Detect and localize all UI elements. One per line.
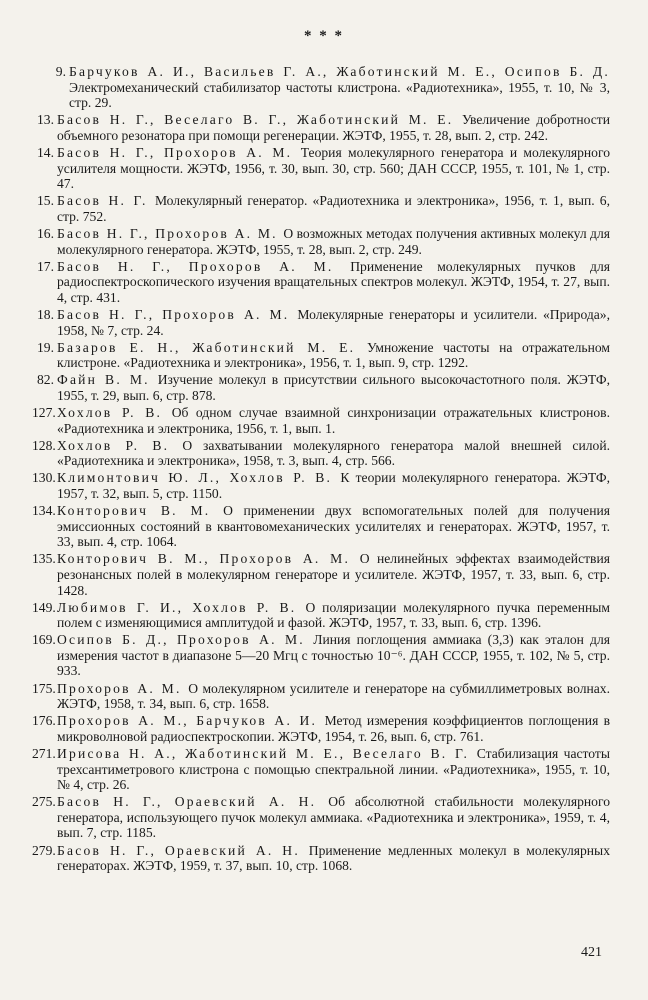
reference-entry [37, 339, 610, 371]
reference-body [57, 226, 610, 257]
reference-number: 134. [32, 503, 56, 519]
asterism-text: * * * [304, 28, 344, 44]
reference-body [57, 470, 610, 501]
reference-text: Электромеханический стабилизатор частоты клистрона. «Радиотехника», 1955, т. 10, № 3, стр. 29. [69, 79, 610, 111]
reference-body [57, 794, 610, 841]
reference-text: Линия поглощения аммиака (3,3) как эталон для измерения частот в диапазоне 5—20 Мгц с точностью 10⁻⁶. ДАН СССР, 1955, т. 102, № 5, стр. 933. [57, 632, 610, 679]
reference-body [57, 405, 610, 436]
reference-authors: Барчуков А. И., Васильев Г. А., Жаботинский М. Е., Осипов Б. Д. [69, 64, 610, 79]
reference-number: 14. [37, 144, 54, 160]
reference-body [57, 340, 610, 371]
reference-text: О поляризации молекулярного пучка переменным полем с изменяющимися амплитудой и фазой. ЖЭТФ, 1957, т. 33, вып. 6, стр. 1396. [57, 599, 610, 631]
reference-body [57, 259, 610, 306]
reference-text: О нелинейных эффектах взаимодействия резонансных полей в молекулярном генераторе и усилителе. ЖЭТФ, 1957, т. 33, вып. 6, стр. 1428. [57, 551, 610, 598]
reference-authors: Базаров Е. Н., Жаботинский М. Е. [57, 339, 367, 355]
reference-body [57, 503, 610, 550]
reference-number: 130. [32, 470, 56, 486]
reference-authors: Басов Н. Г., Прохоров А. М. [57, 306, 298, 322]
reference-authors: Осипов Б. Д., Прохоров А. М. [57, 632, 314, 648]
reference-authors: Ирисова Н. А., Жаботинский М. Е., Веселаго В. Г. [57, 745, 477, 761]
reference-number: 169. [32, 632, 56, 648]
reference-number: 279. [32, 842, 56, 858]
reference-body [57, 713, 610, 744]
reference-text: О молекулярном усилителе и генераторе на субмиллиметровых волнах. ЖЭТФ, 1958, т. 34, вып. 6, стр. 1658. [57, 680, 610, 712]
reference-authors: Конторович В. М., Прохоров А. М. [57, 551, 360, 567]
reference-number: 135. [32, 551, 56, 567]
reference-authors: Басов Н. Г., Ораевский А. Н. [57, 794, 329, 810]
reference-number: 275. [32, 794, 56, 810]
reference-number: 9. [55, 64, 66, 79]
reference-body [57, 632, 610, 679]
page-number: 421 [581, 945, 602, 960]
reference-entry [37, 372, 610, 403]
reference-text: Изучение молекул в присутствии сильного высокочастотного поля. ЖЭТФ, 1955, т. 29, вып. 6, стр. 878. [57, 372, 610, 403]
reference-number: 271. [32, 745, 56, 761]
reference-text: О захватывании молекулярного генератора малой внешней силой. «Радиотехника и электроника», 1958, т. 3, вып. 4, стр. 566. [57, 437, 610, 469]
reference-number: 19. [37, 339, 54, 355]
reference-text: Увеличение добротности объемного резонатора при помощи регенерации. ЖЭТФ, 1955, т. 28, вып. 2, стр. 242. [57, 112, 610, 143]
reference-entry [37, 144, 611, 192]
reference-body [57, 843, 610, 874]
reference-number: 17. [37, 258, 54, 274]
reference-entry [32, 745, 610, 793]
reference-entry [32, 503, 610, 550]
reference-entry [32, 404, 610, 436]
reference-text: Об абсолютной стабильности молекулярного генератора, использующего пучок молекул аммиака. «Радиотехника и электроника», 1959, т. 4, вып. 7, стр. 1185. [57, 794, 610, 841]
reference-authors: Хохлов Р. В. [57, 437, 183, 453]
reference-body [57, 438, 610, 469]
reference-text: Молекулярный генератор. «Радиотехника и электроника», 1956, т. 1, вып. 6, стр. 752. [57, 193, 611, 224]
reference-entry [32, 842, 610, 874]
reference-number: 127. [32, 404, 56, 420]
reference-authors: Конторович В. М. [57, 503, 224, 519]
reference-list [32, 64, 611, 875]
reference-text: Применение медленных молекул в молекулярных генераторах. ЖЭТФ, 1959, т. 37, вып. 10, стр. 1068. [57, 842, 610, 874]
reference-number: 18. [37, 306, 54, 322]
reference-text: О возможных методах получения активных молекул для молекулярного генератора. ЖЭТФ, 1955, т. 28, вып. 2, стр. 249. [57, 225, 611, 257]
reference-text: Умножение частоты на отражательном клистроне. «Радиотехника и электроника», 1956, т. 1, вып. 9, стр. 1292. [57, 339, 610, 371]
reference-body [57, 746, 610, 793]
reference-body [57, 551, 610, 598]
reference-number: 15. [37, 193, 54, 209]
reference-text: Теория молекулярного генератора и молекулярного усилителя мощности. ЖЭТФ, 1956, т. 30, вып. 30, стр. 560; ДАН СССР, 1955, т. 101, № 1, стр. 47. [57, 144, 611, 192]
reference-authors: Файн В. М. [57, 372, 158, 388]
reference-authors: Прохоров А. М. [57, 680, 189, 696]
reference-body [57, 307, 610, 338]
reference-body [57, 681, 610, 712]
reference-text: Об одном случае взаимной синхронизации отражательных клистронов. «Радиотехника и электроника, 1956, т. 1, вып. 1. [57, 404, 610, 436]
reference-authors: Любимов Г. И., Хохлов Р. В. [57, 599, 306, 615]
reference-entry [37, 258, 610, 306]
reference-body [57, 193, 610, 224]
reference-entry [37, 225, 611, 257]
reference-entry [32, 599, 610, 631]
reference-number: 128. [32, 437, 56, 453]
reference-authors: Климонтович Ю. Л., Хохлов Р. В. [57, 470, 341, 486]
reference-entry [37, 112, 610, 143]
reference-entry [32, 470, 610, 501]
reference-text: Молекулярные генераторы и усилители. «Природа», 1958, № 7, стр. 24. [57, 306, 610, 338]
reference-entry [32, 551, 610, 598]
reference-authors: Басов Н. Г., Ораевский А. Н. [57, 842, 309, 858]
reference-authors: Басов Н. Г., Прохоров А. М. [57, 258, 351, 274]
reference-entry [37, 193, 611, 224]
reference-body [69, 64, 610, 111]
reference-number: 13. [37, 112, 54, 128]
reference-body [57, 112, 610, 143]
reference-body [57, 145, 610, 192]
reference-number: 175. [32, 680, 56, 696]
reference-entry [32, 632, 610, 679]
reference-number: 149. [32, 599, 56, 615]
reference-entry [37, 306, 610, 338]
reference-entry [32, 680, 610, 712]
reference-authors: Басов Н. Г., Веселаго В. Г., Жаботинский М. Е. [57, 112, 462, 128]
reference-text: Применение молекулярных пучков для радиоспектроскопического изучения вращательных спектров молекул. ЖЭТФ, 1954, т. 27, вып. 4, стр. 431. [57, 258, 610, 305]
reference-text: К теории молекулярного генератора. ЖЭТФ, 1957, т. 32, вып. 5, стр. 1150. [57, 470, 610, 501]
reference-text: Стабилизация частоты трехсантиметрового клистрона с помощью спектральной линии. «Радиотехника», 1955, т. 10, № 4, стр. 26. [57, 745, 610, 793]
reference-body [57, 372, 610, 403]
reference-authors: Басов Н. Г. [57, 193, 155, 209]
reference-authors: Прохоров А. М., Барчуков А. И. [57, 713, 325, 729]
reference-entry [32, 794, 610, 841]
reference-entry [54, 64, 610, 111]
reference-text: О применении двух вспомогательных полей для получения эмиссионных состояний в квантовомеханических усилителях и генераторах. ЖЭТФ, 1957, т. 33, вып. 4, стр. 1064. [57, 503, 610, 550]
reference-body [57, 600, 610, 631]
reference-number: 176. [32, 713, 56, 729]
reference-entry [32, 437, 610, 469]
reference-authors: Хохлов Р. В. [57, 404, 172, 420]
reference-authors: Басов Н. Г., Прохоров А. М. [57, 225, 284, 241]
reference-number: 82. [37, 372, 54, 388]
reference-authors: Басов Н. Г., Прохоров А. М. [57, 144, 301, 160]
reference-text: Метод измерения коэффициентов поглощения в микроволновой радиоспектроскопии. ЖЭТФ, 1954, т. 26, вып. 6, стр. 761. [57, 713, 611, 744]
asterism-divider [0, 30, 648, 42]
reference-number: 16. [37, 225, 54, 241]
reference-entry [32, 713, 611, 744]
